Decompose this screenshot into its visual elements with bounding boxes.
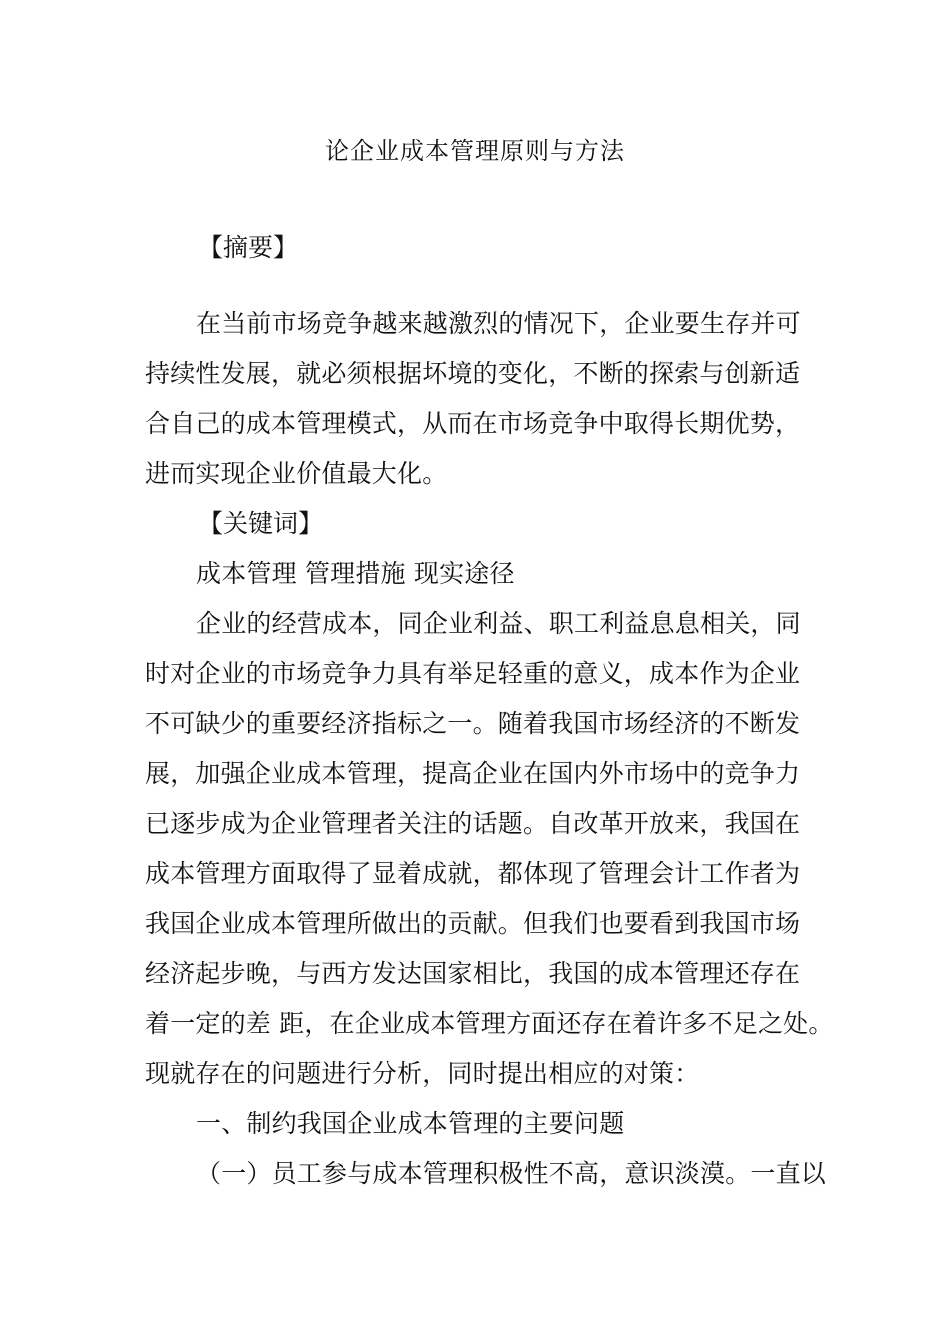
keywords-text: 成本管理 管理措施 现实途径 [196, 559, 515, 588]
body-line: 着一定的差 距，在企业成本管理方面还存在着许多不足之处。 [145, 1009, 834, 1038]
body-line: 成本管理方面取得了显着成就，都体现了管理会计工作者为 [145, 859, 801, 888]
body-line: 时对企业的市场竞争力具有举足轻重的意义，成本作为企业 [145, 659, 801, 688]
abstract-line: 在当前市场竞争越来越激烈的情况下，企业要生存并可 [196, 309, 801, 338]
body-line: 企业的经营成本，同企业利益、职工利益息息相关，同 [196, 609, 801, 638]
section-heading: 一、制约我国企业成本管理的主要问题 [196, 1109, 625, 1138]
abstract-line: 合自己的成本管理模式，从而在市场竞争中取得长期优势， [145, 409, 801, 438]
body-line: 我国企业成本管理所做出的贡献。但我们也要看到我国市场 [145, 909, 801, 938]
document-title: 论企业成本管理原则与方法 [325, 137, 625, 165]
body-line: 经济起步晚，与西方发达国家相比，我国的成本管理还存在 [145, 959, 801, 988]
abstract-line: 持续性发展，就必须根据坏境的变化，不断的探索与创新适 [145, 359, 801, 388]
body-line: 不可缺少的重要经济指标之一。随着我国市场经济的不断发 [145, 709, 801, 738]
abstract-label: 【摘要】 [198, 233, 299, 262]
keywords-label: 【关键词】 [198, 509, 324, 538]
body-line: 现就存在的问题进行分析，同时提出相应的对策： [145, 1059, 700, 1088]
body-line: 已逐步成为企业管理者关注的话题。自改革开放来，我国在 [145, 809, 801, 838]
abstract-line: 进而实现企业价值最大化。 [145, 459, 448, 488]
subsection-heading: （一）员工参与成本管理积极性不高，意识淡漠。一直以 [196, 1159, 827, 1188]
body-line: 展，加强企业成本管理，提高企业在国内外市场中的竞争力 [145, 759, 801, 788]
